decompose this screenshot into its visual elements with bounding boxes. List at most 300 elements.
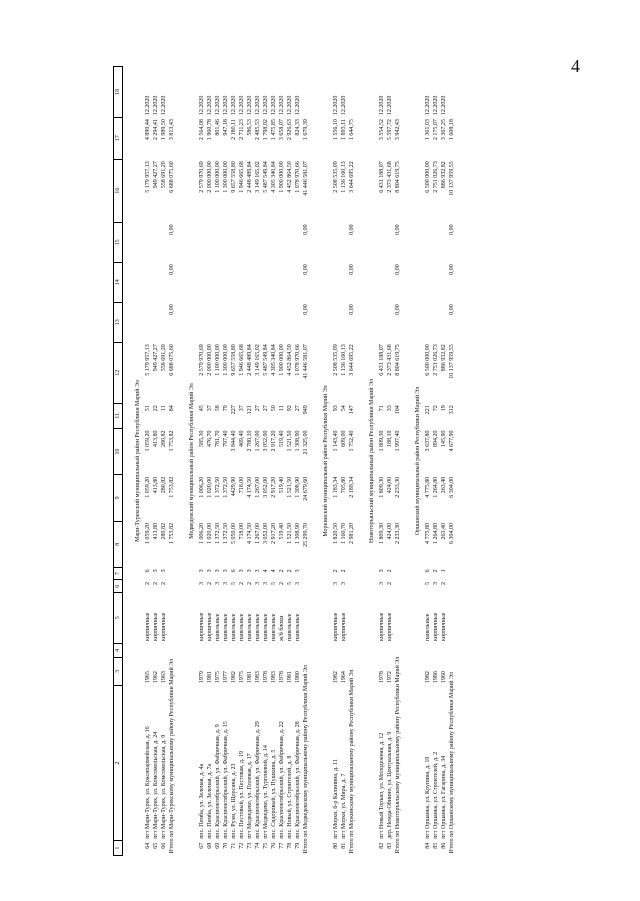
cell-col-2: пос. Краснооктябрьский, ул. Фабричная, д. 29 (254, 721, 261, 839)
cell-col-5: панельные (424, 613, 431, 642)
cell-col-14 (278, 262, 286, 302)
total-cell-col-17: 1 644,75 (349, 119, 355, 141)
total-cell-col-15: 0,00 (349, 224, 355, 235)
cell-col-12: 5 487 549,84 (262, 344, 269, 376)
table-row (332, 67, 340, 856)
total-cell-col-15: 0,00 (169, 224, 175, 235)
column-number-17: 17 (114, 117, 123, 159)
total-cell-col-13: 0,00 (303, 304, 309, 315)
section-title-row (183, 67, 198, 856)
total-label: Итого по Оршанскому муниципальному району Республики Марий Эл (449, 672, 455, 854)
cell-col-13 (152, 302, 160, 342)
column-number-12: 12 (114, 342, 123, 403)
total-cell-col-17: 1 679,39 (303, 119, 309, 141)
table-row (440, 67, 448, 856)
total-cell-col-16: 6 688 075,60 (169, 161, 175, 193)
cell-col-18: 12.2020 (254, 95, 261, 116)
cell-col-5: кирпичные (378, 612, 385, 642)
cell-col-11: 27 (262, 405, 269, 412)
cell-col-12: 6 431 188,07 (378, 344, 385, 376)
cell-col-4 (270, 643, 278, 658)
cell-col-17: 824,33 (294, 119, 301, 136)
cell-col-4 (294, 643, 302, 658)
cell-col-4 (440, 643, 448, 658)
cell-col-5: панельные (254, 613, 261, 642)
cell-col-1: 79 (294, 842, 301, 849)
cell-col-4 (214, 643, 222, 658)
cell-col-10: 1 809,30 (378, 430, 385, 452)
cell-col-14 (160, 262, 168, 302)
cell-col-11: 54 (340, 405, 347, 412)
total-cell-col-8: 2 233,30 (395, 523, 401, 545)
cell-col-5: ж/б блоки (278, 615, 285, 642)
cell-col-2: пгт Мари-Турек, ул. Комсомольская, д. 24 (152, 731, 159, 839)
cell-col-17: 4 890,44 (144, 119, 151, 141)
total-cell-col-11: 104 (395, 405, 401, 415)
cell-col-11: 11 (160, 405, 167, 412)
cell-col-16: 1 900 000,00 (278, 161, 285, 193)
cell-col-3: 1983 (254, 671, 261, 684)
cell-col-12: 2 579 970,69 (198, 344, 205, 376)
cell-col-5: панельные (294, 613, 301, 642)
cell-col-12: 1 946 665,68 (238, 344, 245, 376)
cell-col-2: пгт Новый Торъял, ул. Молодежная, д. 12 (378, 732, 385, 839)
total-cell-col-8: 6 304,00 (449, 523, 455, 545)
cell-col-16: 4 452 864,50 (286, 161, 293, 193)
section-title-row (409, 67, 424, 856)
cell-col-17: 2 294,41 (152, 119, 159, 141)
cell-col-7: 3 (378, 569, 385, 573)
cell-col-10: 894,20 (432, 430, 439, 447)
cell-col-7: 2 (432, 569, 439, 573)
cell-col-17: 801,46 (214, 119, 221, 136)
cell-col-5: панельные (286, 613, 293, 642)
cell-col-14 (286, 262, 294, 302)
cell-col-13 (332, 302, 340, 342)
cell-col-16: 1 136 160,13 (340, 161, 347, 193)
cell-col-12: 2 751 026,73 (432, 344, 439, 376)
cell-col-14 (378, 262, 386, 302)
cell-col-18: 12.2020 (332, 95, 339, 116)
cell-col-1: 67 (198, 842, 205, 849)
cell-col-9: 1 372,50 (222, 476, 229, 498)
cell-col-4 (246, 643, 254, 658)
cell-col-16: 2 508 535,09 (332, 161, 339, 193)
section-title: Новоторъяльский муниципальный район Республики Марий Эл (368, 379, 375, 543)
cell-col-3: 1978 (278, 671, 285, 684)
cell-col-7: 2 (340, 569, 347, 573)
total-cell-col-12: 3 644 695,22 (349, 344, 355, 376)
cell-col-4 (378, 643, 386, 658)
total-cell-col-12: 41 446 581,07 (303, 344, 309, 379)
cell-col-17: 1 893,11 (340, 119, 347, 140)
total-cell-col-12: 10 137 959,55 (449, 344, 455, 379)
cell-col-12: 5 179 957,13 (144, 344, 151, 376)
cell-col-7: 3 (160, 569, 167, 573)
cell-col-4 (160, 643, 168, 658)
cell-col-14 (144, 262, 152, 302)
total-cell-col-16: 3 644 695,22 (349, 161, 355, 193)
cell-col-16: 5 179 957,13 (144, 161, 151, 193)
cell-col-12: 558 691,20 (160, 344, 167, 372)
cell-col-10: 188,10 (386, 430, 393, 447)
total-cell-col-9: 2 189,34 (349, 476, 355, 498)
cell-col-1: 75 (262, 842, 269, 849)
cell-col-10: 519,40 (278, 430, 285, 447)
column-number-18: 18 (114, 67, 123, 118)
cell-col-10: 781,70 (214, 430, 221, 447)
cell-col-6: 2 (440, 581, 447, 585)
cell-col-10: 145,90 (440, 430, 447, 447)
cell-col-18: 12.2020 (152, 95, 159, 116)
cell-col-9: 4429,90 (230, 476, 237, 497)
cell-col-6: 2 (152, 581, 159, 585)
total-cell-col-16: 10 137 959,55 (449, 161, 455, 196)
cell-col-6: 5 (286, 581, 293, 585)
cell-col-6: 3 (432, 581, 439, 585)
cell-col-15 (332, 222, 340, 262)
cell-col-14 (254, 262, 262, 302)
cell-col-14 (198, 262, 206, 302)
section-title-row (317, 67, 332, 856)
table-row (254, 67, 262, 856)
cell-col-18: 12.2020 (278, 95, 285, 116)
cell-col-16: 9 657 558,80 (230, 161, 237, 193)
cell-col-7: 2 (278, 569, 285, 573)
cell-col-16: 2 579 970,69 (198, 161, 205, 193)
cell-col-11: 51 (144, 405, 151, 412)
cell-col-3: 1965 (144, 671, 151, 684)
table-row (238, 67, 246, 856)
cell-col-9: 263,40 (440, 476, 447, 494)
column-number-4: 4 (114, 643, 123, 658)
cell-col-6: 3 (222, 581, 229, 585)
cell-col-2: пос. Краснооктябрьский, ул. Фабричная, д. 22 (278, 721, 285, 839)
cell-col-1: 78 (286, 842, 293, 849)
total-cell-col-11: 949 (303, 405, 309, 415)
total-cell-col-9: 1 753,82 (169, 476, 175, 498)
cell-col-18: 12.2020 (432, 95, 439, 116)
section-title: Моркинский муниципальный район Республики Марий Эл (322, 385, 329, 537)
cell-col-5: кирпичные (144, 612, 151, 642)
total-cell-col-10: 21 325,00 (303, 430, 309, 455)
cell-col-3: 1978 (262, 671, 269, 684)
cell-col-4 (386, 643, 394, 658)
section-title-row (363, 67, 378, 856)
cell-col-10: 1 267,00 (254, 430, 261, 452)
cell-col-1: 64 (144, 842, 151, 849)
column-number-13: 13 (114, 302, 123, 342)
cell-col-13 (144, 302, 152, 342)
cell-col-16: 1 100 000,00 (214, 161, 221, 193)
column-number-16: 16 (114, 159, 123, 222)
cell-col-9: 4 174,50 (246, 476, 253, 498)
total-cell-col-13: 0,00 (395, 304, 401, 315)
cell-col-4 (286, 643, 294, 658)
cell-col-17: 2 180,11 (230, 119, 237, 140)
cell-col-6: 3 (262, 581, 269, 585)
cell-col-9: 1 809,30 (378, 476, 385, 498)
cell-col-9: 1 183,34 (332, 476, 339, 498)
cell-col-16: 2 373 431,68 (386, 161, 393, 193)
column-number-9: 9 (114, 475, 123, 521)
cell-col-13 (254, 302, 262, 342)
cell-col-4 (222, 643, 230, 658)
cell-col-8: 1 006,20 (198, 523, 205, 545)
cell-col-12: 1 078 970,66 (294, 344, 301, 376)
cell-col-15 (270, 222, 278, 262)
cell-col-10: 585,30 (198, 430, 205, 447)
total-cell-col-9: 6 304,00 (449, 476, 455, 498)
section-title: Медведевский муниципальный район Республики Марий Эл (188, 383, 195, 539)
cell-col-11: 227 (230, 405, 237, 415)
cell-col-2: пос. Краснооктябрьский, ул. Фабричная, д. 28 (294, 721, 301, 839)
total-cell-col-18 (302, 67, 311, 118)
cell-col-18: 12.2020 (144, 95, 151, 116)
cell-col-1: 81 (340, 842, 347, 849)
column-number-5: 5 (114, 593, 123, 643)
cell-col-17: 2 564,08 (198, 119, 205, 141)
cell-col-9: 4 775,80 (424, 476, 431, 498)
cell-col-17: 2 175,07 (432, 119, 439, 141)
cell-col-15 (222, 222, 230, 262)
cell-col-1: 86 (440, 842, 447, 849)
page-number: 4 (571, 56, 580, 76)
cell-col-16: 6 431 188,07 (378, 161, 385, 193)
cell-col-15 (340, 222, 348, 262)
cell-col-14 (270, 262, 278, 302)
cell-col-2: пос. Новый, ул. Строителей, д. 8 (286, 755, 293, 839)
total-cell-col-15: 0,00 (449, 224, 455, 235)
cell-col-12: 1 900 000,00 (278, 344, 285, 376)
table-row (262, 67, 270, 856)
cell-col-11: 72 (432, 405, 439, 412)
cell-col-17: 1 556,10 (332, 119, 339, 141)
cell-col-17: 1 989,50 (160, 119, 167, 141)
cell-col-12: 2 000 000,00 (206, 344, 213, 376)
cell-col-3: 1972 (386, 671, 393, 684)
total-cell-col-11: 312 (449, 405, 455, 415)
total-cell-col-14: 0,00 (303, 264, 309, 275)
cell-col-5: кирпичные (432, 612, 439, 642)
total-cell-col-18 (348, 67, 357, 118)
total-cell-col-10: 1 753,82 (169, 430, 175, 452)
table-row (278, 67, 286, 856)
cell-col-2: пгт Мари-Турек, ул. Комсомольская, д. 9 (160, 734, 167, 839)
table-row (206, 67, 214, 856)
cell-col-15 (144, 222, 152, 262)
cell-col-8: 1 267,00 (254, 523, 261, 545)
cell-col-1: 69 (214, 842, 221, 849)
total-cell-col-8: 2 981,20 (349, 523, 355, 545)
total-cell-col-16: 8 804 619,75 (395, 161, 401, 193)
cell-col-10: 3 052,00 (262, 430, 269, 452)
cell-col-2: пгт Медведево, ул. Тургеневой, д. 14 (262, 745, 269, 839)
cell-col-13 (432, 302, 440, 342)
cell-col-2: пгт Оршанка, ул. Строителей, д. 2 (432, 751, 439, 839)
total-cell-col-17: 3 942,43 (395, 119, 401, 141)
cell-col-10: 1 143,40 (332, 430, 339, 452)
cell-col-12: 2 373 431,68 (386, 344, 393, 376)
cell-col-15 (386, 222, 394, 262)
cell-col-14 (386, 262, 394, 302)
table-row (160, 67, 168, 856)
cell-col-1: 77 (278, 842, 285, 849)
cell-col-5: панельные (262, 613, 269, 642)
cell-col-12: 1 136 160,13 (340, 344, 347, 376)
cell-col-17: 2 485,53 (254, 119, 261, 141)
cell-col-1: 84 (424, 842, 431, 849)
cell-col-14 (424, 262, 432, 302)
cell-col-3: 1981 (246, 671, 253, 684)
cell-col-9: 1 020,00 (206, 476, 213, 498)
cell-col-2: пос. Пемба, ул. Зеленая, д. 4а (198, 763, 205, 839)
cell-col-1: 76 (270, 842, 277, 849)
total-cell-col-8: 1 753,82 (169, 523, 175, 545)
cell-col-7: 2 (332, 569, 339, 573)
cell-col-1: 68 (206, 842, 213, 849)
cell-col-8: 1 020,00 (206, 523, 213, 545)
total-label: Итого по Моркинскому муниципальному району Республики Марий Эл (349, 669, 355, 854)
total-label: Итого по Мари-Турекскому муниципальному району Республики Марий Эл (169, 658, 175, 854)
cell-col-8: 1 264,80 (432, 523, 439, 545)
cell-col-5: панельные (214, 613, 221, 642)
cell-col-7: 3 (238, 569, 245, 573)
cell-col-7: 3 (294, 569, 301, 573)
cell-col-15 (214, 222, 222, 262)
cell-col-18: 12.2020 (386, 95, 393, 116)
total-cell-col-9: 24 679,60 (303, 476, 309, 501)
total-cell-col-14: 0,00 (169, 264, 175, 275)
cell-col-14 (432, 262, 440, 302)
cell-col-11: 22 (152, 405, 159, 412)
cell-col-17: 1 960,78 (206, 119, 213, 141)
cell-col-9: 3 052,00 (262, 476, 269, 498)
cell-col-17: 1 798,02 (262, 119, 269, 141)
cell-col-16: 5 487 549,84 (262, 161, 269, 193)
cell-col-3: 1978 (378, 671, 385, 684)
cell-col-14 (230, 262, 238, 302)
column-number-11: 11 (114, 403, 123, 428)
cell-col-17: 5 597,72 (386, 119, 393, 141)
cell-col-13 (198, 302, 206, 342)
cell-col-3: 1981 (206, 671, 213, 684)
cell-col-13 (440, 302, 448, 342)
total-cell-col-17: 3 813,43 (169, 119, 175, 141)
cell-col-4 (198, 643, 206, 658)
cell-col-8: 263,40 (440, 523, 447, 540)
total-label: Итого по Медведевскому муниципальному району Республики Марий Эл (303, 665, 309, 854)
column-number-8: 8 (114, 521, 123, 567)
cell-col-16: 558 691,20 (160, 161, 167, 189)
cell-col-15 (230, 222, 238, 262)
cell-col-3: 1975 (214, 671, 221, 684)
total-cell-col-8: 25 299,70 (303, 523, 309, 548)
table-row (424, 67, 432, 856)
cell-col-3: 1975 (238, 671, 245, 684)
cell-col-12: 1 300 000,00 (222, 344, 229, 376)
cell-col-2: пгт Морки, ул. Мира, д. 7 (340, 773, 347, 839)
cell-col-11: 37 (206, 405, 213, 412)
cell-col-14 (238, 262, 246, 302)
cell-col-4 (254, 643, 262, 658)
cell-col-5: кирпичные (152, 612, 159, 642)
cell-col-11: 45 (198, 405, 205, 412)
cell-col-8: 4 775,80 (424, 523, 431, 545)
total-cell-col-14: 0,00 (449, 264, 455, 275)
cell-col-16: 6 500 000,00 (424, 161, 431, 193)
cell-col-5: кирпичные (440, 612, 447, 642)
cell-col-1: 65 (152, 842, 159, 849)
cell-col-8: 519,40 (278, 523, 285, 540)
column-number-10: 10 (114, 428, 123, 474)
cell-col-6: 3 (294, 581, 301, 585)
cell-col-11: 93 (332, 405, 339, 412)
cell-col-18: 12.2020 (246, 95, 253, 116)
cell-col-3: 1986 (432, 671, 439, 684)
cell-col-10: 797,40 (222, 430, 229, 447)
cell-col-11: 121 (246, 405, 253, 415)
cell-col-1: 66 (160, 842, 167, 849)
cell-col-15 (424, 222, 432, 262)
cell-col-14 (262, 262, 270, 302)
cell-col-9: 1 308,90 (294, 476, 301, 498)
cell-col-13 (214, 302, 222, 342)
cell-col-13 (386, 302, 394, 342)
cell-col-11: 33 (386, 405, 393, 412)
cell-col-6: 2 (278, 581, 285, 585)
total-cell-col-10: 1 752,40 (349, 430, 355, 452)
cell-col-18: 12.2020 (238, 95, 245, 116)
cell-col-8: 4 174,50 (246, 523, 253, 545)
total-row (448, 67, 457, 856)
cell-col-12: 4 452 864,50 (286, 344, 293, 376)
cell-col-3: 1980 (294, 671, 301, 684)
cell-col-4 (152, 643, 160, 658)
cell-col-1: 71 (230, 842, 237, 849)
cell-col-18: 12.2020 (214, 95, 221, 116)
cell-col-1: 72 (238, 842, 245, 849)
table-row (270, 67, 278, 856)
cell-col-10: 3 637,80 (424, 430, 431, 452)
cell-col-10: 469,40 (238, 430, 245, 447)
cell-col-7: 3 (254, 569, 261, 573)
cell-col-6: 5 (270, 581, 277, 585)
cell-col-12: 3 149 165,02 (254, 344, 261, 376)
cell-col-10: 280,82 (160, 430, 167, 447)
cell-col-4 (238, 643, 246, 658)
cell-col-3: 1963 (160, 671, 167, 684)
cell-col-17: 947,18 (222, 119, 229, 136)
cell-col-2: пос. Краснооктябрьский, ул. Фабричная, д. 15 (222, 721, 229, 839)
cell-col-5: панельные (246, 613, 253, 642)
cell-col-17: 1 475,85 (270, 119, 277, 141)
cell-col-7: 3 (152, 569, 159, 573)
cell-col-11: 79 (222, 405, 229, 412)
cell-col-3: 1979 (198, 671, 205, 684)
cell-col-10: 2 780,10 (246, 430, 253, 452)
cell-col-6: 3 (340, 581, 347, 585)
cell-col-14 (152, 262, 160, 302)
cell-col-6: 3 (214, 581, 221, 585)
cell-col-4 (144, 643, 152, 658)
rotated-table-page (113, 56, 633, 856)
cell-col-13 (160, 302, 168, 342)
cell-col-8: 718,00 (238, 523, 245, 540)
cell-col-15 (152, 222, 160, 262)
cell-col-3: 1960 (440, 671, 447, 684)
cell-col-15 (278, 222, 286, 262)
